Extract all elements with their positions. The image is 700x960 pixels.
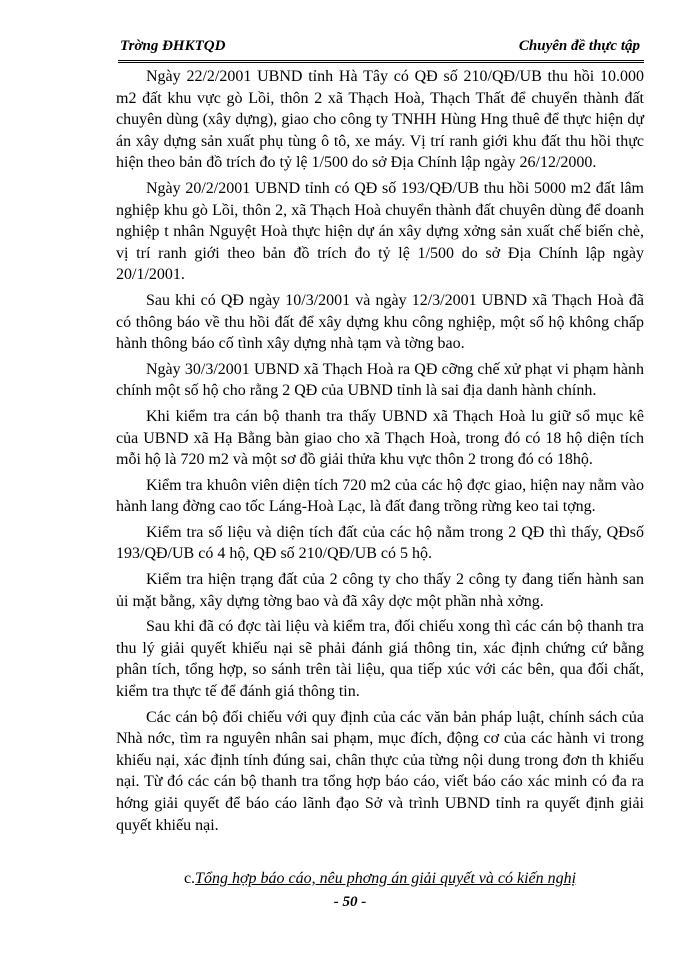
header-report-type: Chuyên đề thực tập xyxy=(518,38,640,54)
paragraph-5: Khi kiểm tra cán bộ thanh tra thấy UBND xã Thạch Hoà lu giữ sổ mục kê của UBND xã Hạ Bằng bàn giao cho xã Thạch Hoà, trong đó có 18 hộ diện tích mỗi hộ là 720 m2 và một sơ đồ giải thửa khu vực thôn 2 trong đó có 18hộ. xyxy=(116,407,644,469)
paragraph-4: Ngày 30/3/2001 UBND xã Thạch Hoà ra QĐ cỡng chế xử phạt vi phạm hành chính một số hộ cho rằng 2 QĐ của UBND tỉnh là sai địa danh hành chính. xyxy=(116,360,644,400)
header-university: Trờng ĐHKTQD xyxy=(120,38,226,54)
header-divider xyxy=(118,60,644,63)
subheading-prefix: c. xyxy=(183,870,196,887)
paragraph-3: Sau khi có QĐ ngày 10/3/2001 và ngày 12/3/2001 UBND xã Thạch Hoà đã có thông báo về thu hồi đất để xây dựng khu công nghiệp, một số hộ không chấp hành thông báo cố tình xây dựng nhà tạm và tờng bao. xyxy=(116,291,644,353)
page-header xyxy=(120,38,640,60)
paragraph-9: Sau khi đã có đợc tài liệu và kiểm tra, đối chiếu xong thì các cán bộ thanh tra thu lý giải quyết khiếu nại sẽ phải đánh giá thông tin, xác định chứng cứ bằng phân tích, tổng hợp, so sánh trên tài liệu, qua tiếp xúc với các bên, qua đối chất, kiểm tra thực tế để đánh giá thông tin. xyxy=(116,618,644,701)
paragraph-7: Kiểm tra số liệu và diện tích đất của các hộ nằm trong 2 QĐ thì thấy, QĐsố 193/QĐ/UB có 4 hộ, QĐ số 210/QĐ/UB có 5 hộ. xyxy=(116,523,644,563)
paragraph-8: Kiểm tra hiện trạng đất của 2 công ty cho thấy 2 công ty đang tiến hành san ủi mặt bằng, xây dựng tờng bao và đã xây dợc một phần nhà xởng. xyxy=(116,571,644,610)
subheading-title: Tổng hợp báo cáo, nêu phơng án giải quyết và có kiến nghị xyxy=(195,870,577,887)
page-number: - 50 - xyxy=(333,894,367,910)
paragraph-1: Ngày 22/2/2001 UBND tỉnh Hà Tây có QĐ số 210/QĐ/UB thu hồi 10.000 m2 đất khu vực gò Lồi, thôn 2 xã Thạch Hoà, Thạch Thất để chuyển thành đất chuyên dùng (xây dựng), giao cho công ty TNHH Hùng Hng thuê để thực hiện dự án xây dựng sản xuất phụ tùng ô tô, xe máy. Vị trí ranh giới khu đất thu hồi thực hiện theo bản đồ trích đo tỷ lệ 1/500 do sở Địa Chính lập ngày 26/12/2000. xyxy=(116,68,644,172)
section-subheading xyxy=(116,870,644,888)
paragraph-2: Ngày 20/2/2001 UBND tỉnh có QĐ số 193/QĐ/UB thu hồi 5000 m2 đất lâm nghiệp khu gò Lồi, thôn 2, xã Thạch Hoà chuyển thành đất chuyên dùng để doanh nghiệp t nhân Nguyệt Hoà thực hiện dự án xây dựng xởng sản xuất chế biến chè, vị trí ranh giới theo bản đồ trích đo tỷ lệ 1/500 do sở Địa Chính lập ngày 20/1/2001. xyxy=(116,179,644,284)
document-body xyxy=(116,66,644,840)
paragraph-10: Các cán bộ đối chiếu với quy định của các văn bản pháp luật, chính sách của Nhà nớc, tìm ra nguyên nhân sai phạm, mục đích, động cơ của các hành vi trong khiếu nại, xác định tính đúng sai, chân thực của từng nội dung trong đơn th khiếu nại. Từ đó các cán bộ thanh tra tổng hợp báo cáo, viết báo cáo xác minh có đa ra hớng giải quyết để báo cáo lãnh đạo Sở và trình UBND tỉnh ra quyết định giải quyết khiếu nại. xyxy=(116,708,644,834)
paragraph-6: Kiểm tra khuôn viên diện tích 720 m2 của các hộ đợc giao, hiện nay nằm vào hành lang đờng cao tốc Láng-Hoà Lạc, là đất đang trồng rừng keo tai tợng. xyxy=(116,476,644,516)
